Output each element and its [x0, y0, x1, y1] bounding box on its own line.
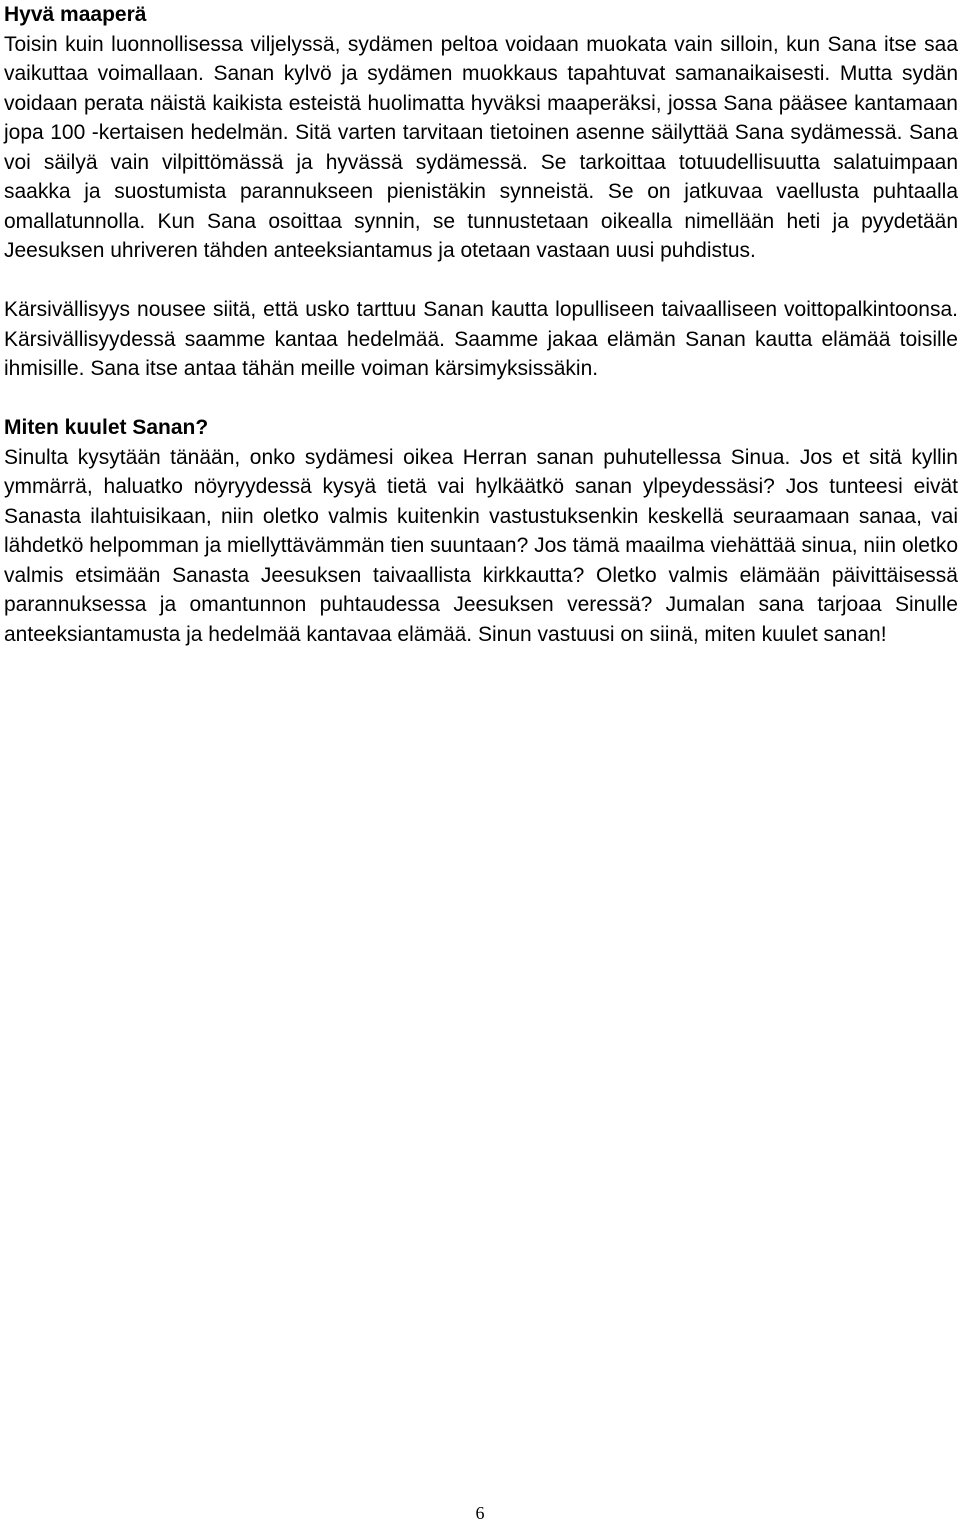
paragraph-hyva-maapera-1: Toisin kuin luonnollisessa viljelyssä, sydämen peltoa voidaan muokata vain silloin, kun Sana itse saa vaikuttaa voimallaan. Sanan kylvö ja sydämen muokkaus tapahtuvat samanaikaisesti. Mutta sydän voidaan perata näistä kaikista esteistä huolimatta hyväksi maaperäksi, jossa Sana pääsee kantamaan jopa 100 -kertaisen hedelmän. Sitä varten tarvitaan tietoinen asenne säilyttää Sana sydämessä. Sana voi säilyä vain vilpittömässä ja hyvässä sydämessä. Se tarkoittaa totuudellisuutta salatuimpaan saakka ja suostumista parannukseen pienistäkin synneistä. Se on jatkuvaa vaellusta puhtaalla omallatunnolla. Kun Sana osoittaa synnin, se tunnustetaan oikealla nimellään heti ja pyydetään Jeesuksen uhriveren tähden anteeksiantamus ja otetaan vastaan uusi puhdistus. [4, 32, 958, 262]
page-number: 6 [475, 1503, 485, 1523]
paragraph-miten-kuulet-1: Sinulta kysytään tänään, onko sydämesi oikea Herran sanan puhutellessa Sinua. Jos et sitä kyllin ymmärrä, haluatko nöyryydessä kysyä tietä vai hylkäätkö sanan ylpeydessäsi? Jos tunteesi eivät Sanasta ilahtuisikaan, niin oletko valmis kuitenkin vastustuksenkin keskellä seuraamaan sanaa, vai lähdetkö helpomman ja miellyttävämmän tien suuntaan? Jos tämä maailma viehättää sinua, niin oletko valmis etsimään Sanasta Jeesuksen taivaallista kirkkautta? Oletko valmis elämään päivittäisessä parannuksessa ja omantunnon puhtaudessa Jeesuksen veressä? Jumalan sana tarjoaa Sinulle anteeksiantamusta ja hedelmää kantavaa elämää. Sinun vastuusi on siinä, miten kuulet sanan! [4, 445, 958, 646]
section-heading-hyva-maapera: Hyvä maaperä [4, 3, 147, 26]
paragraph-spacer [4, 384, 958, 414]
document-page [4, 0, 958, 649]
paragraph-spacer [4, 266, 958, 296]
section-heading-miten-kuulet: Miten kuulet Sanan? [4, 416, 209, 439]
paragraph-hyva-maapera-2: Kärsivällisyys nousee siitä, että usko tarttuu Sanan kautta lopulliseen taivaalliseen voittopalkintoonsa. Kärsivällisyydessä saamme kantaa hedelmää. Saamme jakaa elämän Sanan kautta elämää toisille ihmisille. Sana itse antaa tähän meille voiman kärsimyksissäkin. [4, 298, 958, 380]
